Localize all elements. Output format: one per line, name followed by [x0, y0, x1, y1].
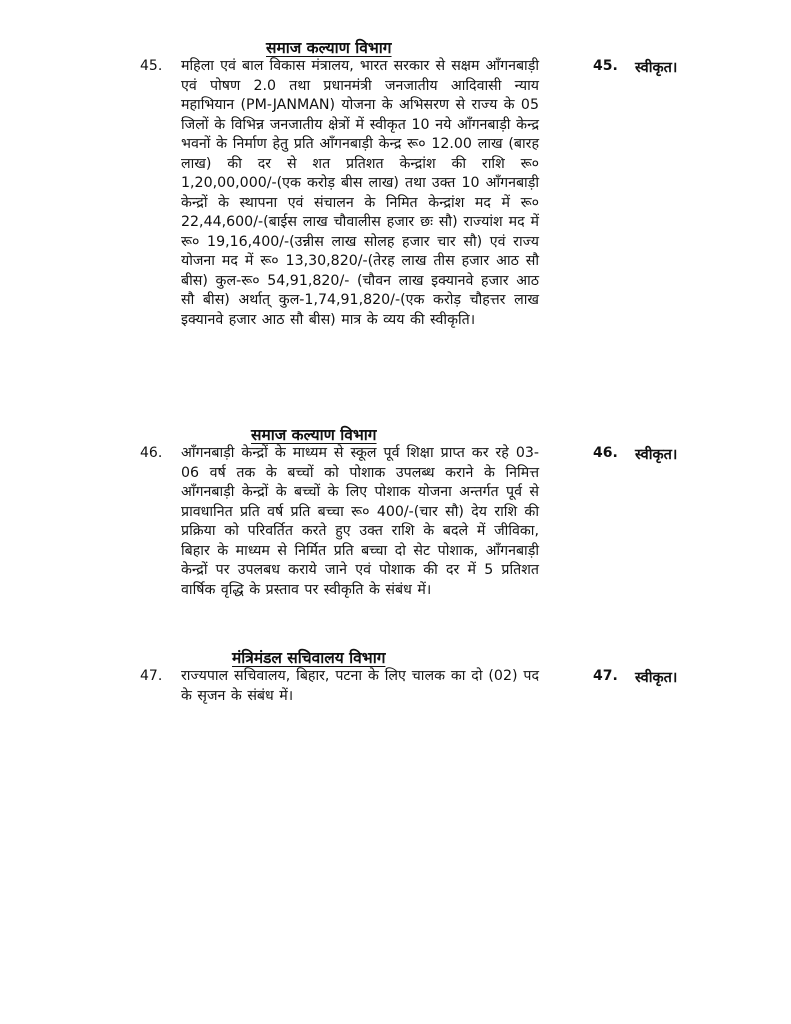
- decision-status: स्वीकृत।: [635, 447, 678, 463]
- department-heading: समाज कल्याण विभाग: [251, 426, 377, 444]
- decision-number: 46.: [593, 445, 618, 461]
- department-heading: मंत्रिमंडल सचिवालय विभाग: [232, 649, 386, 667]
- decision-status: स्वीकृत।: [635, 670, 678, 686]
- item-description: महिला एवं बाल विकास मंत्रालय, भारत सरकार से सक्षम आँगनबाड़ी एवं पोषण 2.0 तथा प्रधानमंत्री जनजातीय आदिवासी न्याय महाभियान (PM-JANMAN) योजना के अभिसरण से राज्य के 05 जिलों के विभिन्न जनजातीय क्षेत्रों में स्वीकृत 10 नये आँगनबाड़ी केन्द्र भवनों के निर्माण हेतु प्रति आँगनबाड़ी केन्द्र रू० 12.00 लाख (बारह लाख) की दर से शत प्रतिशत केन्द्रांश की राशि रू० 1,20,00,000/-(एक करोड़ बीस लाख) तथा उक्त 10 आँगनबाड़ी केन्द्रों के स्थापना एवं संचालन के निमित केन्द्रांश मद में रू० 22,44,600/-(बाईस लाख चौवालीस हजार छः सौ) राज्यांश मद में रू० 19,16,400/-(उन्नीस लाख सोलह हजार चार सौ) एवं राज्य योजना मद में रू० 13,30,820/-(तेरह लाख तीस हजार आठ सौ बीस) कुल-रू० 54,91,820/- (चौवन लाख इक्यानवे हजार आठ सौ बीस) अर्थात् कुल-1,74,91,820/-(एक करोड़ चौहत्तर लाख इक्यानवे हजार आठ सौ बीस) मात्र के व्यय की स्वीकृति।: [181, 58, 539, 328]
- item-number: 46.: [140, 445, 163, 461]
- decision-number: 47.: [593, 668, 618, 684]
- item-description: आँगनबाड़ी केन्द्रों के माध्यम से स्कूल पूर्व शिक्षा प्राप्त कर रहे 03-06 वर्ष तक के बच्चों को पोशाक उपलब्ध कराने के निमित्त आँगनबाड़ी केन्द्रों के बच्चों के लिए पोशाक योजना अन्तर्गत पूर्व से प्रावधानित प्रति वर्ष प्रति बच्चा रू० 400/-(चार सौ) देय राशि की प्रक्रिया को परिवर्तित करते हुए उक्त राशि के बदले में जीविका, बिहार के माध्यम से निर्मित प्रति बच्चा दो सेट पोशाक, आँगनबाड़ी केन्द्रों पर उपलबध कराये जाने एवं पोशाक की दर में 5 प्रतिशत वार्षिक वृद्धि के प्रस्ताव पर स्वीकृति के संबंध में।: [181, 445, 539, 598]
- decision-status: स्वीकृत।: [635, 60, 678, 76]
- item-description: राज्यपाल सचिवालय, बिहार, पटना के लिए चालक का दो (02) पद के सृजन के संबंध में।: [181, 668, 539, 704]
- department-heading: समाज कल्याण विभाग: [266, 39, 392, 57]
- item-number: 47.: [140, 668, 163, 684]
- decision-number: 45.: [593, 58, 618, 74]
- item-number: 45.: [140, 58, 163, 74]
